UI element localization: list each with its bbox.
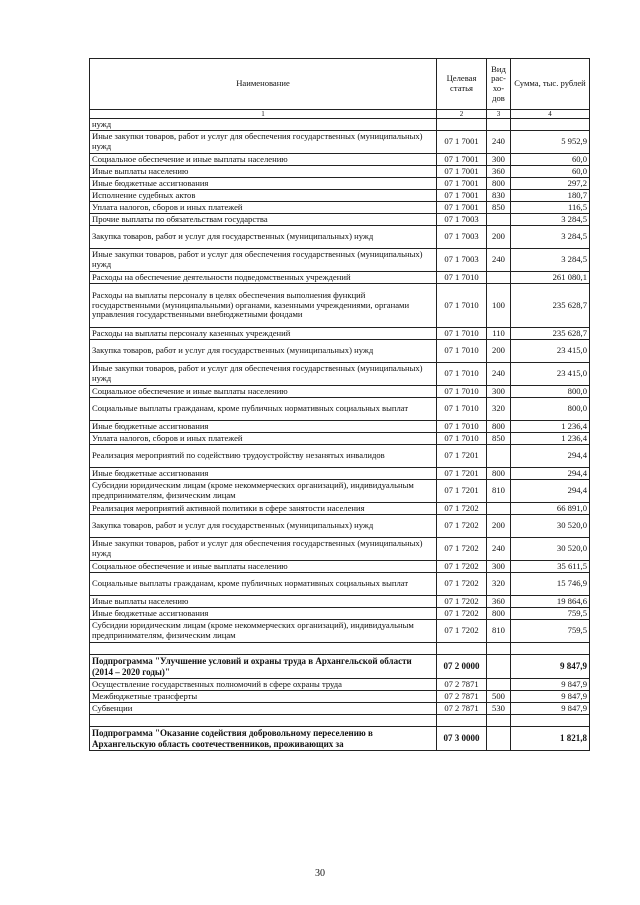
row-name: Субсидии юридическим лицам (кроме некоммерческих организаций), индивидуальным предпринимателям, физическим лицам <box>90 480 437 503</box>
row-type <box>487 214 511 226</box>
row-type: 360 <box>487 596 511 608</box>
row-type: 850 <box>487 202 511 214</box>
row-code: 07 1 7001 <box>437 131 487 154</box>
header-name: Наименование <box>90 59 437 110</box>
row-type: 360 <box>487 166 511 178</box>
row-name: Расходы на выплаты персоналу казенных учреждений <box>90 328 437 340</box>
table-row <box>90 596 590 608</box>
row-sum: 800,0 <box>511 386 590 398</box>
row-type: 810 <box>487 480 511 503</box>
table-row <box>90 226 590 249</box>
row-type: 240 <box>487 538 511 561</box>
row-code: 07 1 7202 <box>437 596 487 608</box>
row-sum: 9 847,9 <box>511 679 590 691</box>
header-type: Вид рас-хо-дов <box>487 59 511 110</box>
row-name: Социальное обеспечение и иные выплаты населению <box>90 386 437 398</box>
table-row <box>90 608 590 620</box>
row-type: 300 <box>487 386 511 398</box>
row-type: 810 <box>487 620 511 643</box>
row-code: 07 1 7202 <box>437 608 487 620</box>
row-code: 07 1 7010 <box>437 421 487 433</box>
row-code <box>437 119 487 131</box>
row-code: 07 1 7202 <box>437 515 487 538</box>
row-sum: 800,0 <box>511 398 590 421</box>
row-type: 530 <box>487 703 511 715</box>
row-sum: 235 628,7 <box>511 284 590 328</box>
page-number: 30 <box>315 868 325 879</box>
row-type: 200 <box>487 515 511 538</box>
row-code: 07 1 7202 <box>437 620 487 643</box>
row-sum <box>511 643 590 655</box>
table-row <box>90 363 590 386</box>
row-type: 200 <box>487 226 511 249</box>
row-code: 07 1 7001 <box>437 202 487 214</box>
row-name: Подпрограмма "Улучшение условий и охраны труда в Архангельской области (2014 – 2020 годы)" <box>90 655 437 679</box>
row-code: 07 1 7202 <box>437 573 487 596</box>
table-row <box>90 620 590 643</box>
row-sum: 759,5 <box>511 620 590 643</box>
row-type <box>487 679 511 691</box>
row-type: 110 <box>487 328 511 340</box>
row-sum: 3 284,5 <box>511 249 590 272</box>
row-name <box>90 715 437 727</box>
row-sum <box>511 119 590 131</box>
table-row <box>90 468 590 480</box>
table-row <box>90 643 590 655</box>
row-type <box>487 503 511 515</box>
row-sum: 19 864,6 <box>511 596 590 608</box>
row-sum: 9 847,9 <box>511 655 590 679</box>
row-type: 300 <box>487 154 511 166</box>
table-row <box>90 703 590 715</box>
row-name: Закупка товаров, работ и услуг для государственных (муниципальных) нужд <box>90 226 437 249</box>
row-type: 240 <box>487 363 511 386</box>
row-code: 07 1 7201 <box>437 445 487 468</box>
row-sum: 66 891,0 <box>511 503 590 515</box>
row-type <box>487 445 511 468</box>
table-row <box>90 480 590 503</box>
row-sum: 294,4 <box>511 445 590 468</box>
row-code: 07 1 7010 <box>437 398 487 421</box>
row-type: 800 <box>487 421 511 433</box>
row-code: 07 1 7010 <box>437 328 487 340</box>
row-sum: 1 236,4 <box>511 421 590 433</box>
row-sum: 30 520,0 <box>511 538 590 561</box>
row-name: Иные закупки товаров, работ и услуг для обеспечения государственных (муниципальных) нужд <box>90 363 437 386</box>
row-sum: 30 520,0 <box>511 515 590 538</box>
table-row <box>90 445 590 468</box>
row-type <box>487 643 511 655</box>
row-name: Иные закупки товаров, работ и услуг для обеспечения государственных (муниципальных) нужд <box>90 538 437 561</box>
table-row <box>90 249 590 272</box>
row-type: 850 <box>487 433 511 445</box>
row-type: 800 <box>487 468 511 480</box>
row-sum: 3 284,5 <box>511 226 590 249</box>
row-sum: 261 080,1 <box>511 272 590 284</box>
row-type <box>487 715 511 727</box>
row-code: 07 1 7202 <box>437 561 487 573</box>
header-col-number: 1 <box>90 110 437 119</box>
table-row <box>90 421 590 433</box>
row-name: Иные закупки товаров, работ и услуг для обеспечения государственных (муниципальных) нужд <box>90 131 437 154</box>
row-type: 500 <box>487 691 511 703</box>
table-row <box>90 573 590 596</box>
row-name: Иные закупки товаров, работ и услуг для обеспечения государственных (муниципальных) нужд <box>90 249 437 272</box>
row-name: Реализация мероприятий активной политики в сфере занятости населения <box>90 503 437 515</box>
row-sum: 9 847,9 <box>511 691 590 703</box>
table-row <box>90 272 590 284</box>
budget-table <box>89 58 590 751</box>
row-name: Субсидии юридическим лицам (кроме некоммерческих организаций), индивидуальным предпринимателям, физическим лицам <box>90 620 437 643</box>
row-name: Субвенции <box>90 703 437 715</box>
row-code: 07 1 7001 <box>437 190 487 202</box>
row-sum: 23 415,0 <box>511 340 590 363</box>
row-sum <box>511 715 590 727</box>
row-code: 07 2 7871 <box>437 703 487 715</box>
table-row <box>90 715 590 727</box>
table-row <box>90 131 590 154</box>
row-name: Иные бюджетные ассигнования <box>90 468 437 480</box>
row-sum: 759,5 <box>511 608 590 620</box>
row-name: Иные выплаты населению <box>90 166 437 178</box>
table-row <box>90 166 590 178</box>
table-row <box>90 386 590 398</box>
row-name: Осуществление государственных полномочий в сфере охраны труда <box>90 679 437 691</box>
row-name: Подпрограмма "Оказание содействия добровольному переселению в Архангельскую область соотечественников, проживающих за <box>90 727 437 751</box>
row-sum: 235 628,7 <box>511 328 590 340</box>
row-name: Иные бюджетные ассигнования <box>90 608 437 620</box>
table-row <box>90 538 590 561</box>
table-row <box>90 727 590 751</box>
row-sum: 1 821,8 <box>511 727 590 751</box>
row-code: 07 1 7010 <box>437 386 487 398</box>
table-row <box>90 398 590 421</box>
row-code: 07 2 7871 <box>437 691 487 703</box>
row-type: 200 <box>487 340 511 363</box>
row-sum: 60,0 <box>511 166 590 178</box>
row-code: 07 1 7010 <box>437 433 487 445</box>
table-row <box>90 691 590 703</box>
row-code: 07 1 7010 <box>437 340 487 363</box>
row-code: 07 1 7010 <box>437 363 487 386</box>
table-row <box>90 515 590 538</box>
row-code <box>437 643 487 655</box>
row-type: 830 <box>487 190 511 202</box>
row-name: Иные выплаты населению <box>90 596 437 608</box>
header-col-number: 2 <box>437 110 487 119</box>
table-row <box>90 284 590 328</box>
row-type: 800 <box>487 608 511 620</box>
row-code: 07 1 7001 <box>437 154 487 166</box>
row-name: Реализация мероприятий по содействию трудоустройству незанятых инвалидов <box>90 445 437 468</box>
row-code: 07 1 7201 <box>437 468 487 480</box>
row-code: 07 2 0000 <box>437 655 487 679</box>
row-name <box>90 643 437 655</box>
row-type: 100 <box>487 284 511 328</box>
row-name: Уплата налогов, сборов и иных платежей <box>90 433 437 445</box>
row-sum: 60,0 <box>511 154 590 166</box>
header-sum: Сумма, тыс. рублей <box>511 59 590 110</box>
table-header <box>90 59 590 119</box>
row-name: нужд <box>90 119 437 131</box>
row-sum: 5 952,9 <box>511 131 590 154</box>
row-type <box>487 272 511 284</box>
row-sum: 294,4 <box>511 480 590 503</box>
row-code <box>437 715 487 727</box>
row-type <box>487 655 511 679</box>
row-sum: 35 611,5 <box>511 561 590 573</box>
row-type <box>487 119 511 131</box>
table-body <box>90 119 590 751</box>
row-code: 07 1 7003 <box>437 226 487 249</box>
row-code: 07 2 7871 <box>437 679 487 691</box>
table-row <box>90 503 590 515</box>
row-code: 07 1 7003 <box>437 249 487 272</box>
table-row <box>90 655 590 679</box>
header-code: Целевая статья <box>437 59 487 110</box>
row-name: Социальное обеспечение и иные выплаты населению <box>90 561 437 573</box>
row-sum: 23 415,0 <box>511 363 590 386</box>
table-row <box>90 561 590 573</box>
row-name: Расходы на выплаты персоналу в целях обеспечения выполнения функций государственными (муниципальными) органами, казенными учреждениями, органами управления государственными внебюджетными фондами <box>90 284 437 328</box>
row-type: 320 <box>487 573 511 596</box>
row-type <box>487 727 511 751</box>
row-name: Исполнение судебных актов <box>90 190 437 202</box>
row-name: Социальное обеспечение и иные выплаты населению <box>90 154 437 166</box>
row-sum: 3 284,5 <box>511 214 590 226</box>
row-name: Социальные выплаты гражданам, кроме публичных нормативных социальных выплат <box>90 573 437 596</box>
table-row <box>90 433 590 445</box>
header-col-number: 3 <box>487 110 511 119</box>
row-name: Иные бюджетные ассигнования <box>90 178 437 190</box>
row-type: 240 <box>487 131 511 154</box>
row-code: 07 1 7010 <box>437 272 487 284</box>
row-code: 07 3 0000 <box>437 727 487 751</box>
row-name: Социальные выплаты гражданам, кроме публичных нормативных социальных выплат <box>90 398 437 421</box>
row-sum: 9 847,9 <box>511 703 590 715</box>
table-row <box>90 154 590 166</box>
row-code: 07 1 7001 <box>437 166 487 178</box>
row-name: Закупка товаров, работ и услуг для государственных (муниципальных) нужд <box>90 340 437 363</box>
row-type: 320 <box>487 398 511 421</box>
row-name: Закупка товаров, работ и услуг для государственных (муниципальных) нужд <box>90 515 437 538</box>
row-code: 07 1 7003 <box>437 214 487 226</box>
row-code: 07 1 7202 <box>437 503 487 515</box>
row-sum: 15 746,9 <box>511 573 590 596</box>
table-row <box>90 178 590 190</box>
row-type: 300 <box>487 561 511 573</box>
row-code: 07 1 7202 <box>437 538 487 561</box>
row-type: 240 <box>487 249 511 272</box>
row-code: 07 1 7201 <box>437 480 487 503</box>
row-name: Уплата налогов, сборов и иных платежей <box>90 202 437 214</box>
table-row <box>90 190 590 202</box>
table-row <box>90 679 590 691</box>
table-row <box>90 340 590 363</box>
row-sum: 294,4 <box>511 468 590 480</box>
row-type: 800 <box>487 178 511 190</box>
row-name: Прочие выплаты по обязательствам государства <box>90 214 437 226</box>
table-row <box>90 328 590 340</box>
row-sum: 180,7 <box>511 190 590 202</box>
row-name: Межбюджетные трансферты <box>90 691 437 703</box>
row-sum: 116,5 <box>511 202 590 214</box>
table-row <box>90 214 590 226</box>
table-row <box>90 119 590 131</box>
row-name: Расходы на обеспечение деятельности подведомственных учреждений <box>90 272 437 284</box>
table-row <box>90 202 590 214</box>
row-sum: 1 236,4 <box>511 433 590 445</box>
row-code: 07 1 7001 <box>437 178 487 190</box>
row-sum: 297,2 <box>511 178 590 190</box>
header-col-number: 4 <box>511 110 590 119</box>
row-name: Иные бюджетные ассигнования <box>90 421 437 433</box>
row-code: 07 1 7010 <box>437 284 487 328</box>
